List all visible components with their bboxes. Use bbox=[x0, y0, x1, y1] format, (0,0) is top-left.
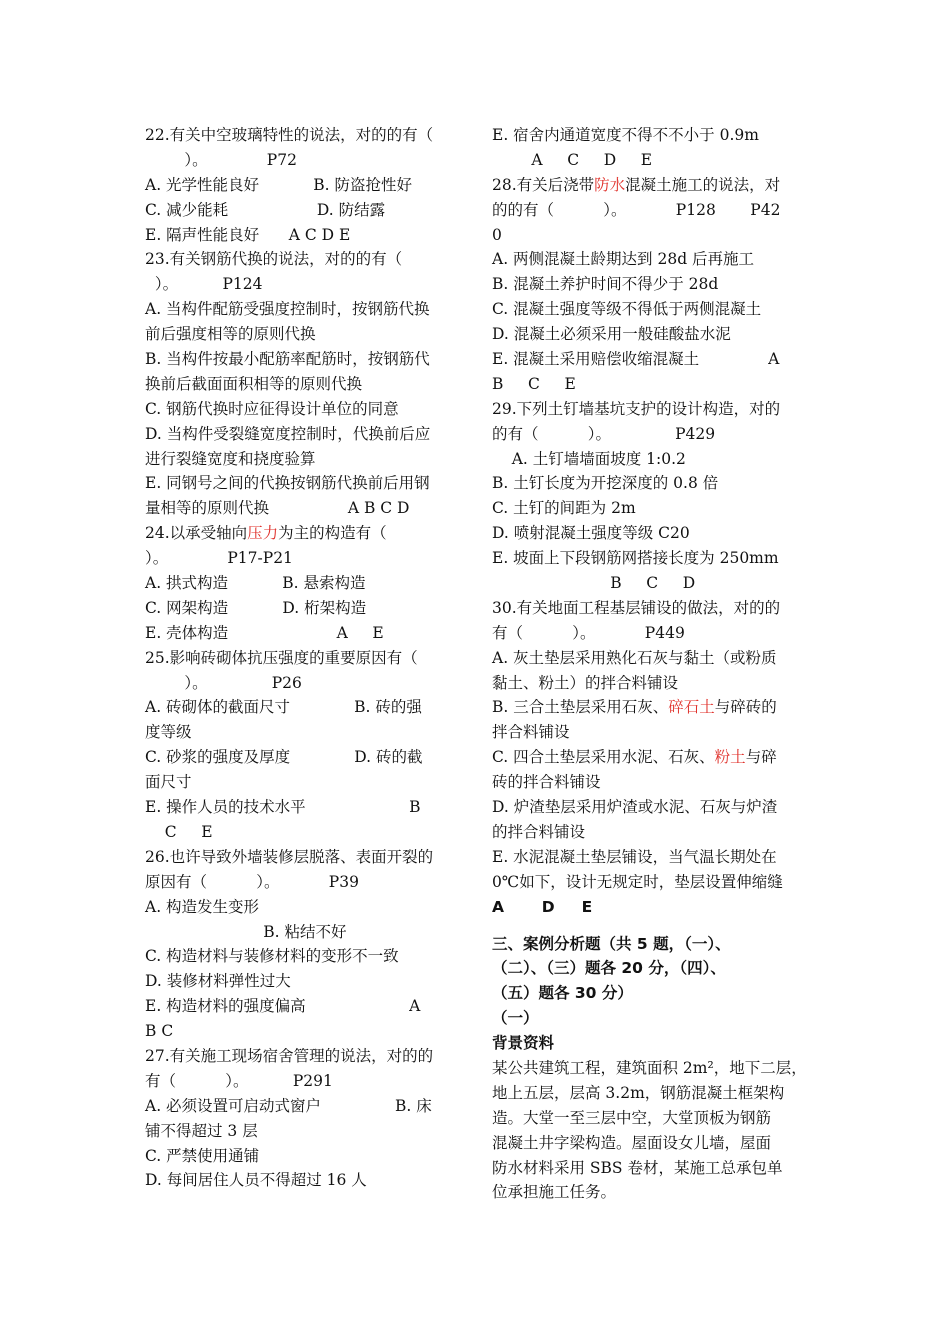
text-run: E. 同钢号之间的代换按钢筋代换前后用钢 bbox=[145, 474, 430, 493]
left-text-line bbox=[145, 521, 467, 546]
text-run: E. 混凝土采用赔偿收缩混凝土 A bbox=[492, 350, 780, 369]
right-text-line bbox=[492, 223, 814, 248]
left-text-line bbox=[145, 621, 467, 646]
text-run: B. 混凝土养护时间不得少于 28d bbox=[492, 275, 719, 294]
left-text-line bbox=[145, 1044, 467, 1069]
left-text-line bbox=[145, 1094, 467, 1119]
right-text-line bbox=[492, 745, 814, 770]
left-text-line bbox=[145, 123, 467, 148]
text-run: 铺不得超过 3 层 bbox=[145, 1121, 258, 1140]
text-run: C E bbox=[145, 822, 213, 841]
right-text-line bbox=[492, 496, 814, 521]
left-text-line bbox=[145, 596, 467, 621]
left-text-line bbox=[145, 322, 467, 347]
right-text-line bbox=[492, 148, 814, 173]
text-run: C. 土钉的间距为 2m bbox=[492, 499, 636, 518]
right-text-line bbox=[492, 895, 814, 920]
text-run: C. 严禁使用通铺 bbox=[145, 1146, 260, 1165]
text-run: 29.下列土钉墙基坑支护的设计构造，对的 bbox=[492, 399, 781, 418]
left-text-line bbox=[145, 845, 467, 870]
text-run: 地上五层，层高 3.2m，钢筋混凝土框架构 bbox=[492, 1083, 785, 1102]
text-run: D. 每间居住人员不得超过 16 人 bbox=[145, 1171, 367, 1190]
text-run: 28.有关后浇带 bbox=[492, 175, 595, 194]
left-text-line bbox=[145, 372, 467, 397]
text-run: D. 装修材料弹性过大 bbox=[145, 972, 291, 991]
text-run: E. 坡面上下段钢筋网搭接长度为 250mm bbox=[492, 549, 779, 568]
right-text-line bbox=[492, 1156, 814, 1181]
text-run: A. 土钉墙墙面坡度 1:0.2 bbox=[492, 449, 686, 468]
left-text-line bbox=[145, 720, 467, 745]
text-run: 的拌合料铺设 bbox=[492, 822, 586, 841]
text-run: 背景资料 bbox=[492, 1034, 555, 1053]
left-column bbox=[145, 123, 467, 1193]
text-run: 0℃如下，设计无规定时，垫层设置伸缩缝 bbox=[492, 872, 783, 891]
right-text-line bbox=[492, 571, 814, 596]
left-text-line bbox=[145, 347, 467, 372]
right-text-line bbox=[492, 671, 814, 696]
text-run: （二）、（三）题各 20 分，（四）、 bbox=[492, 959, 726, 978]
text-run: 进行裂缝宽度和挠度验算 bbox=[145, 449, 316, 468]
left-text-line bbox=[145, 795, 467, 820]
right-text-line bbox=[492, 845, 814, 870]
text-run: B C E bbox=[492, 374, 576, 393]
right-text-line bbox=[492, 521, 814, 546]
right-text-line bbox=[492, 1180, 814, 1205]
text-run: 面尺寸 bbox=[145, 773, 192, 792]
right-text-line bbox=[492, 870, 814, 895]
text-run: 拌合料铺设 bbox=[492, 723, 570, 742]
text-run: ）。 P72 bbox=[145, 150, 297, 169]
text-run: A D E bbox=[492, 897, 593, 916]
right-text-line bbox=[492, 297, 814, 322]
right-text-line bbox=[492, 447, 814, 472]
highlighted-text: 压力 bbox=[247, 524, 279, 543]
text-run: 黏土、粉土）的拌合料铺设 bbox=[492, 673, 679, 692]
right-text-line bbox=[492, 820, 814, 845]
text-run: 23.有关钢筋代换的说法，对的的有（ bbox=[145, 250, 403, 269]
left-text-line bbox=[145, 1119, 467, 1144]
left-text-line bbox=[145, 546, 467, 571]
left-text-line bbox=[145, 198, 467, 223]
left-text-line bbox=[145, 969, 467, 994]
right-text-line bbox=[492, 932, 814, 957]
right-text-line bbox=[492, 272, 814, 297]
right-text-line bbox=[492, 1006, 814, 1031]
left-text-line bbox=[145, 447, 467, 472]
text-run: D. 炉渣垫层采用炉渣或水泥、石灰与炉渣 bbox=[492, 798, 778, 817]
text-run: 26.也许导致外墙装修层脱落、表面开裂的 bbox=[145, 847, 434, 866]
text-run: 与碎砖的 bbox=[714, 698, 777, 717]
left-text-line bbox=[145, 1019, 467, 1044]
text-run: E. 宿舍内通道宽度不得不不小于 0.9m bbox=[492, 126, 759, 144]
left-text-line bbox=[145, 1069, 467, 1094]
left-text-line bbox=[145, 496, 467, 521]
text-run: E. 水泥混凝土垫层铺设，当气温长期处在 bbox=[492, 847, 777, 866]
left-text-line bbox=[145, 770, 467, 795]
text-run: A C D E bbox=[492, 150, 653, 169]
right-text-line bbox=[492, 546, 814, 571]
text-run: ）。 P26 bbox=[145, 673, 302, 692]
left-text-line bbox=[145, 571, 467, 596]
text-run: A. 两侧混凝土龄期达到 28d 后再施工 bbox=[492, 250, 755, 269]
text-run: B. 粘结不好 bbox=[145, 922, 347, 941]
left-text-line bbox=[145, 994, 467, 1019]
text-run: C. 四合土垫层采用水泥、石灰、 bbox=[492, 748, 715, 767]
text-run: E. 隔声性能良好 A C D E bbox=[145, 225, 351, 244]
right-text-line bbox=[492, 247, 814, 272]
right-text-line bbox=[492, 173, 814, 198]
left-text-line bbox=[145, 397, 467, 422]
left-text-line bbox=[145, 944, 467, 969]
left-text-line bbox=[145, 895, 467, 920]
text-run: 22.有关中空玻璃特性的说法，对的的有（ bbox=[145, 126, 434, 144]
text-run: （一） bbox=[492, 1009, 539, 1028]
text-run: A. 砖砌体的截面尺寸 B. 砖的强 bbox=[145, 698, 422, 717]
text-run: E. 操作人员的技术水平 B bbox=[145, 798, 421, 817]
right-text-line bbox=[492, 123, 814, 148]
text-run: B. 三合土垫层采用石灰、 bbox=[492, 698, 669, 717]
text-run: （五）题各 30 分） bbox=[492, 984, 633, 1003]
text-run: 度等级 bbox=[145, 723, 192, 742]
text-run: 混凝土井字梁构造。屋面设女儿墙，屋面 bbox=[492, 1133, 772, 1152]
text-run: 位承担施工任务。 bbox=[492, 1183, 617, 1202]
right-text-line bbox=[492, 1106, 814, 1131]
left-text-line bbox=[145, 1144, 467, 1169]
highlighted-text: 防水 bbox=[594, 175, 626, 194]
right-text-line bbox=[492, 322, 814, 347]
text-run: A. 拱式构造 B. 悬索构造 bbox=[145, 574, 366, 593]
left-text-line bbox=[145, 247, 467, 272]
text-run: A. 灰土垫层采用熟化石灰与黏土（或粉质 bbox=[492, 648, 777, 667]
text-run: C. 构造材料与装修材料的变形不一致 bbox=[145, 947, 399, 966]
text-run: 混凝土施工的说法，对 bbox=[625, 175, 781, 194]
right-text-line bbox=[492, 1056, 814, 1081]
text-run: 砖的拌合料铺设 bbox=[492, 773, 601, 792]
left-text-line bbox=[145, 422, 467, 447]
left-text-line bbox=[145, 223, 467, 248]
text-run: B C bbox=[145, 1022, 174, 1041]
text-run: A. 光学性能良好 B. 防盗抢性好 bbox=[145, 175, 412, 194]
text-run: 换前后截面面积相等的原则代换 bbox=[145, 374, 363, 393]
right-text-line bbox=[492, 1131, 814, 1156]
left-text-line bbox=[145, 297, 467, 322]
right-text-line bbox=[492, 956, 814, 981]
text-run: C. 砂浆的强度及厚度 D. 砖的截 bbox=[145, 748, 423, 767]
right-text-line bbox=[492, 981, 814, 1006]
right-text-line bbox=[492, 695, 814, 720]
text-run: E. 壳体构造 A E bbox=[145, 623, 384, 642]
text-run: C. 减少能耗 D. 防结露 bbox=[145, 200, 386, 219]
right-column bbox=[492, 123, 814, 1205]
text-run: D. 混凝土必须采用一般硅酸盐水泥 bbox=[492, 325, 731, 344]
text-run: A. 构造发生变形 bbox=[145, 897, 260, 916]
left-text-line bbox=[145, 695, 467, 720]
text-run: B. 当构件按最小配筋率配筋时，按钢筋代 bbox=[145, 350, 430, 369]
text-run: 0 bbox=[492, 225, 502, 244]
text-run: 原因有（ ）。 P39 bbox=[145, 872, 359, 891]
text-run: 造。大堂一至三层中空，大堂顶板为钢筋 bbox=[492, 1108, 772, 1127]
left-text-line bbox=[145, 1168, 467, 1193]
left-text-line bbox=[145, 173, 467, 198]
right-text-line bbox=[492, 1081, 814, 1106]
right-text-line bbox=[492, 372, 814, 397]
right-text-line bbox=[492, 596, 814, 621]
text-run: 27.有关施工现场宿舍管理的说法，对的的 bbox=[145, 1046, 434, 1065]
text-run: 量相等的原则代换 A B C D bbox=[145, 499, 410, 518]
right-text-line bbox=[492, 471, 814, 496]
text-run: A. 必须设置可启动式窗户 B. 床 bbox=[145, 1096, 432, 1115]
text-run: 为主的构造有（ bbox=[278, 524, 387, 543]
text-run: 30.有关地面工程基层铺设的做法，对的的 bbox=[492, 598, 781, 617]
right-text-line bbox=[492, 347, 814, 372]
right-text-line bbox=[492, 770, 814, 795]
text-run: ）。 P124 bbox=[145, 275, 263, 294]
text-run: B C D bbox=[492, 574, 696, 593]
right-text-line bbox=[492, 720, 814, 745]
text-run: E. 构造材料的强度偏高 A bbox=[145, 997, 421, 1016]
text-run: 24.以承受轴向 bbox=[145, 524, 248, 543]
text-run: 的有（ ）。 P429 bbox=[492, 424, 716, 443]
text-run: C. 钢筋代换时应征得设计单位的同意 bbox=[145, 399, 399, 418]
section-spacer bbox=[492, 920, 814, 932]
text-run: B. 土钉长度为开挖深度的 0.8 倍 bbox=[492, 474, 719, 493]
left-text-line bbox=[145, 148, 467, 173]
text-run: 有（ ）。 P291 bbox=[145, 1071, 333, 1090]
text-run: 25.影响砖砌体抗压强度的重要原因有（ bbox=[145, 648, 418, 667]
right-text-line bbox=[492, 1031, 814, 1056]
text-run: D. 当构件受裂缝宽度控制时，代换前后应 bbox=[145, 424, 431, 443]
text-run: 有（ ）。 P449 bbox=[492, 623, 685, 642]
left-text-line bbox=[145, 671, 467, 696]
text-run: 前后强度相等的原则代换 bbox=[145, 325, 316, 344]
right-text-line bbox=[492, 621, 814, 646]
right-text-line bbox=[492, 422, 814, 447]
right-text-line bbox=[492, 646, 814, 671]
text-run: C. 混凝土强度等级不得低于两侧混凝土 bbox=[492, 300, 762, 319]
text-run: A. 当构件配筋受强度控制时，按钢筋代换 bbox=[145, 300, 430, 319]
text-run: D. 喷射混凝土强度等级 C20 bbox=[492, 524, 690, 543]
text-run: C. 网架构造 D. 桁架构造 bbox=[145, 598, 367, 617]
right-text-line bbox=[492, 198, 814, 223]
left-text-line bbox=[145, 471, 467, 496]
text-run: 三、案例分析题（共 5 题，（一）、 bbox=[492, 934, 731, 953]
left-text-line bbox=[145, 272, 467, 297]
text-run: 的的有（ ）。 P128 P42 bbox=[492, 200, 781, 219]
left-text-line bbox=[145, 745, 467, 770]
left-text-line bbox=[145, 870, 467, 895]
text-run: ）。 P17-P21 bbox=[145, 549, 293, 568]
text-run: 某公共建筑工程，建筑面积 2m²，地下二层， bbox=[492, 1058, 807, 1077]
text-run: 与碎 bbox=[745, 748, 777, 767]
right-text-line bbox=[492, 795, 814, 820]
highlighted-text: 粉土 bbox=[714, 748, 746, 767]
left-text-line bbox=[145, 920, 467, 945]
text-run: 防水材料采用 SBS 卷材，某施工总承包单 bbox=[492, 1158, 783, 1177]
highlighted-text: 碎石土 bbox=[668, 698, 715, 717]
left-text-line bbox=[145, 646, 467, 671]
right-text-line bbox=[492, 397, 814, 422]
left-text-line bbox=[145, 820, 467, 845]
